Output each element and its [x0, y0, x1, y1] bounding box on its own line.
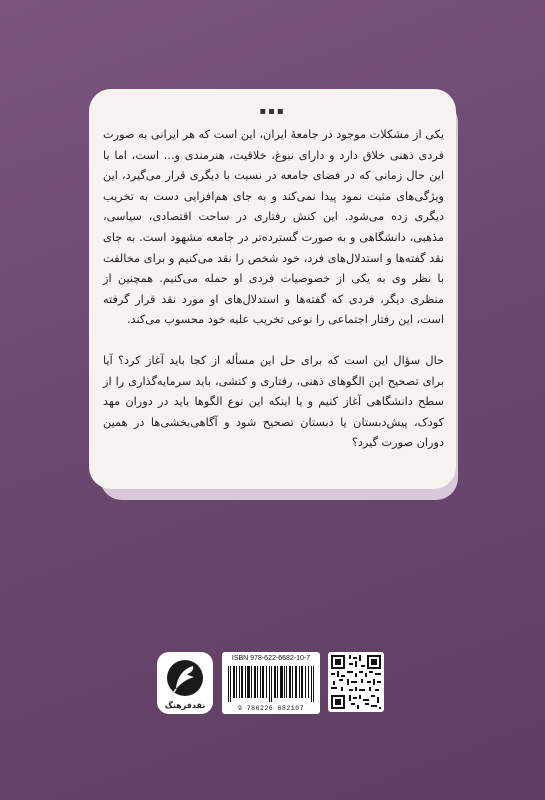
blurb-paragraph-1: یکی از مشکلات موجود در جامعهٔ ایران، این است که هر ایرانی به صورت فردی ذهنی خلاق دارد و دارای نبوغ، خلاقیت، هنرمندی و... است، اما با این حال زمانی که در فضای جامعه در نسبت با دیگری قرار می‌گیرد، این ویژگی‌های مثبت نمود پیدا نمی‌کند و به جای هم‌افزایی دست به تخریب دیگری زده می‌شود. این کنش رفتاری در ساحت اقتصادی، سیاسی، مذهبی، دانشگاهی و به صورت گسترده‌تر در جامعه مشهود است. به جای نقد گفته‌ها و استدلال‌های فرد، خود شخص را نقد می‌کنیم و برای مخالفت با نظر وی به یکی از خصوصیات فردی او حمله می‌کنیم. همچنین از منظری دیگر، فردی که گفته‌ها و استدلال‌های او مورد نقد قرار گرفته است، این رفتار اجتماعی را نوعی تخریب علیه خود محسوب می‌کند. — [103, 128, 444, 327]
blurb-paragraph-2: حال سؤال این است که برای حل این مسأله از کجا باید آغاز کرد؟ آیا برای تصحیح این الگوهای ذهنی، رفتاری و کنشی، باید سرمایه‌گذاری را از سطح دانشگاهی آغاز کنیم و یا اینکه این نوع الگوها باید در دوران مهد کودک، پیش‌دبستان یا دبستان تصحیح شود و آگاهی‌بخشی‌ها در همین دوران صورت گیرد؟ — [103, 353, 444, 450]
barcode-bars — [228, 666, 314, 702]
blurb — [103, 125, 444, 454]
ornament: ▪▪▪ — [259, 106, 286, 117]
publisher-logo — [157, 652, 213, 714]
publisher-name: نقدفرهنگ — [164, 701, 206, 710]
quill-feather-icon — [163, 657, 207, 699]
text-card — [89, 89, 456, 489]
qr-code[interactable] — [328, 652, 384, 712]
isbn-digits: 9 786226 682107 — [237, 705, 304, 712]
qr-code-icon — [331, 655, 381, 709]
isbn-barcode — [222, 652, 320, 714]
isbn-label: ISBN 978-622-6682-10-7 — [231, 655, 311, 662]
